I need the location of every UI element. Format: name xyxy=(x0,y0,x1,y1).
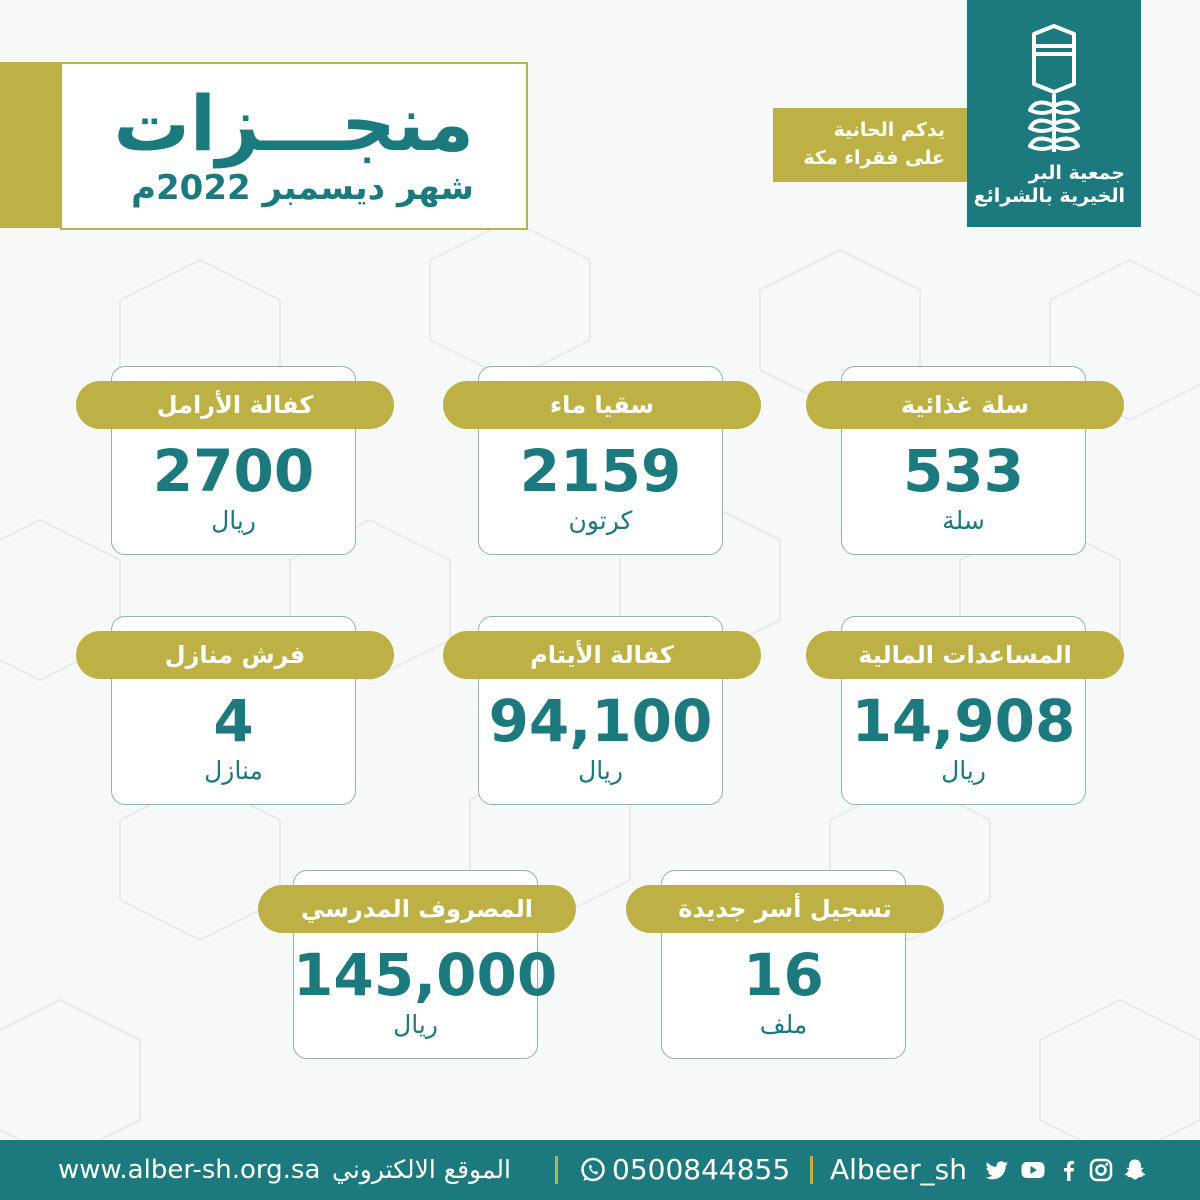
title-panel xyxy=(60,62,528,230)
stat-card-widows xyxy=(76,366,394,558)
stat-card-food-baskets xyxy=(806,366,1124,558)
card-unit: ملف xyxy=(759,1010,808,1039)
footer-separator xyxy=(555,1156,558,1184)
card-label: تسجيل أسر جديدة xyxy=(626,885,944,933)
website-label: الموقع الالكتروني xyxy=(332,1155,511,1184)
footer-separator xyxy=(810,1156,813,1184)
card-value: 16 xyxy=(743,941,824,1009)
title-accent-bar xyxy=(0,62,60,228)
stat-card-school-expenses xyxy=(258,870,576,1062)
slogan-box xyxy=(773,108,967,182)
slogan-line-2: على فقراء مكة xyxy=(803,147,945,169)
card-unit: ريال xyxy=(578,756,623,785)
snapchat-icon[interactable] xyxy=(1122,1157,1148,1183)
card-unit: ريال xyxy=(211,506,256,535)
page-subtitle: شهر ديسمبر 2022م xyxy=(131,168,474,208)
card-unit: كرتون xyxy=(568,506,633,535)
card-unit: ريال xyxy=(941,756,986,785)
card-value: 145,000 xyxy=(293,941,558,1009)
slogan-line-1: يدكم الحانية xyxy=(833,119,945,141)
card-unit: منازل xyxy=(204,756,263,785)
facebook-icon[interactable] xyxy=(1056,1157,1082,1183)
card-label: سلة غذائية xyxy=(806,381,1124,429)
stat-card-orphans xyxy=(443,616,761,808)
whatsapp-icon[interactable] xyxy=(580,1157,606,1183)
card-label: المساعدات المالية xyxy=(806,631,1124,679)
card-label: كفالة الأرامل xyxy=(76,381,394,429)
website-link[interactable]: www.alber-sh.org.sa xyxy=(58,1155,321,1185)
card-value: 2159 xyxy=(519,437,682,505)
page-title: منجـــزات xyxy=(113,79,474,168)
card-label: فرش منازل xyxy=(76,631,394,679)
stat-card-water xyxy=(443,366,761,558)
social-handle[interactable]: Albeer_sh xyxy=(830,1153,968,1186)
twitter-icon[interactable] xyxy=(984,1157,1010,1183)
card-unit: سلة xyxy=(942,506,985,535)
logo-emblem-icon xyxy=(1024,24,1084,156)
card-label: سقيا ماء xyxy=(443,381,761,429)
youtube-icon[interactable] xyxy=(1020,1157,1046,1183)
stat-card-financial-aid xyxy=(806,616,1124,808)
card-value: 94,100 xyxy=(488,687,713,755)
card-value: 4 xyxy=(213,687,254,755)
logo-line-1: جمعية البر xyxy=(1028,162,1125,184)
card-unit: ريال xyxy=(393,1010,438,1039)
stat-card-home-furnishing xyxy=(76,616,394,808)
footer xyxy=(0,1140,1200,1200)
card-value: 14,908 xyxy=(851,687,1076,755)
stat-card-new-families xyxy=(626,870,944,1062)
logo xyxy=(967,0,1141,227)
logo-line-2: الخيرية بالشرائع xyxy=(973,185,1125,207)
card-value: 2700 xyxy=(152,437,315,505)
logo-text xyxy=(974,162,1125,208)
card-value: 533 xyxy=(902,437,1025,505)
card-label: كفالة الأيتام xyxy=(443,631,761,679)
card-label: المصروف المدرسي xyxy=(258,885,576,933)
instagram-icon[interactable] xyxy=(1088,1157,1114,1183)
phone-number[interactable]: 0500844855 xyxy=(612,1153,791,1186)
